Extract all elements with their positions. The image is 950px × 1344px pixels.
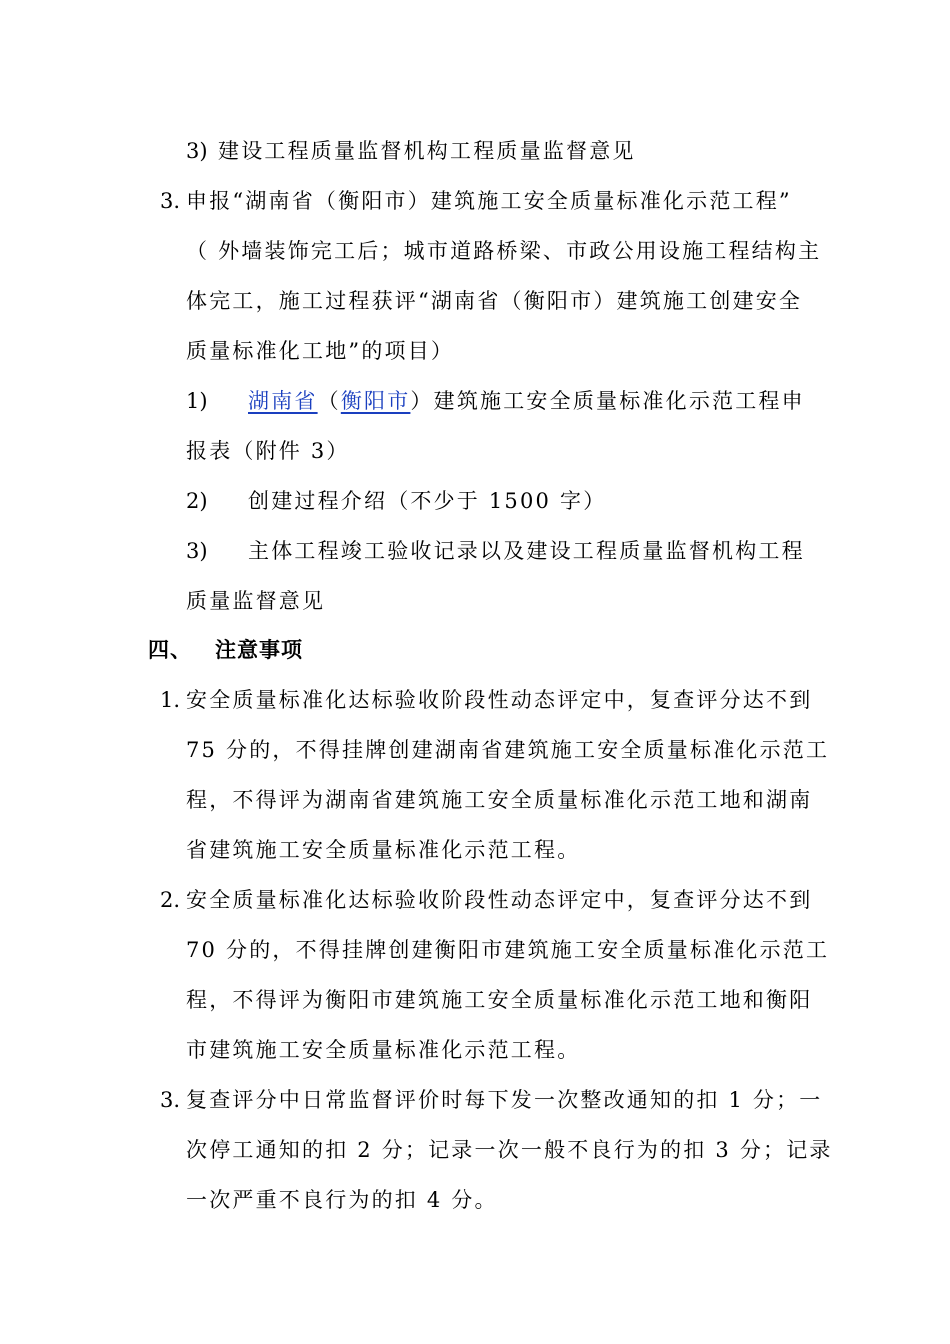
list-item-text [248, 387, 805, 415]
list-number: 3) [186, 139, 208, 163]
list-item-text: 创建过程介绍（不少于 1500 字） [248, 489, 607, 513]
list-item-text: 市建筑施工安全质量标准化示范工程。 [186, 1038, 581, 1062]
list-number: 3. [160, 1088, 181, 1112]
list-item-text: 70 分的，不得挂牌创建衡阳市建筑施工安全质量标准化示范工 [186, 938, 830, 962]
list-number: 1. [160, 688, 181, 712]
list-item-text: 报表（附件 3） [186, 439, 350, 463]
list-item-rest: ）建筑施工安全质量标准化示范工程申 [410, 389, 805, 413]
list-item-text: 省建筑施工安全质量标准化示范工程。 [186, 838, 581, 862]
list-item-text: 程，不得评为衡阳市建筑施工安全质量标准化示范工地和衡阳 [186, 988, 813, 1012]
list-item-text: 安全质量标准化达标验收阶段性动态评定中，复查评分达不到 [186, 688, 813, 712]
list-item-text: 主体工程竣工验收记录以及建设工程质量监督机构工程 [248, 539, 805, 563]
list-item-text: 安全质量标准化达标验收阶段性动态评定中，复查评分达不到 [186, 888, 813, 912]
list-item-text: 复查评分中日常监督评价时每下发一次整改通知的扣 1 分；一 [186, 1088, 823, 1112]
list-item-text: 体完工，施工过程获评“湖南省（衡阳市）建筑施工创建安全 [186, 289, 803, 313]
list-item-text: 质量监督意见 [186, 589, 326, 613]
list-item-text: 建设工程质量监督机构工程质量监督意见 [218, 139, 636, 163]
list-number: 2. [160, 888, 181, 912]
link-hunan[interactable]: 湖南省 [248, 389, 318, 413]
section-title: 注意事项 [215, 638, 303, 662]
list-item-text: 质量标准化工地”的项目） [186, 339, 455, 363]
list-number: 3. [160, 189, 181, 213]
list-number: 2) [186, 489, 208, 513]
list-item-text: 次停工通知的扣 2 分；记录一次一般不良行为的扣 3 分；记录 [186, 1138, 833, 1162]
list-item-text: （ 外墙装饰完工后；城市道路桥梁、市政公用设施工程结构主 [186, 239, 822, 263]
list-number: 1) [186, 389, 208, 413]
list-item-text: 程，不得评为湖南省建筑施工安全质量标准化示范工地和湖南 [186, 788, 813, 812]
list-item-text: 75 分的，不得挂牌创建湖南省建筑施工安全质量标准化示范工 [186, 738, 830, 762]
section-number: 四、 [148, 638, 192, 662]
list-item-text: 申报“湖南省（衡阳市）建筑施工安全质量标准化示范工程” [186, 189, 792, 213]
list-item-text: 一次严重不良行为的扣 4 分。 [186, 1188, 498, 1212]
link-hengyang[interactable]: 衡阳市 [340, 389, 411, 413]
list-number: 3) [186, 539, 208, 563]
paren-open: （ [317, 389, 341, 413]
